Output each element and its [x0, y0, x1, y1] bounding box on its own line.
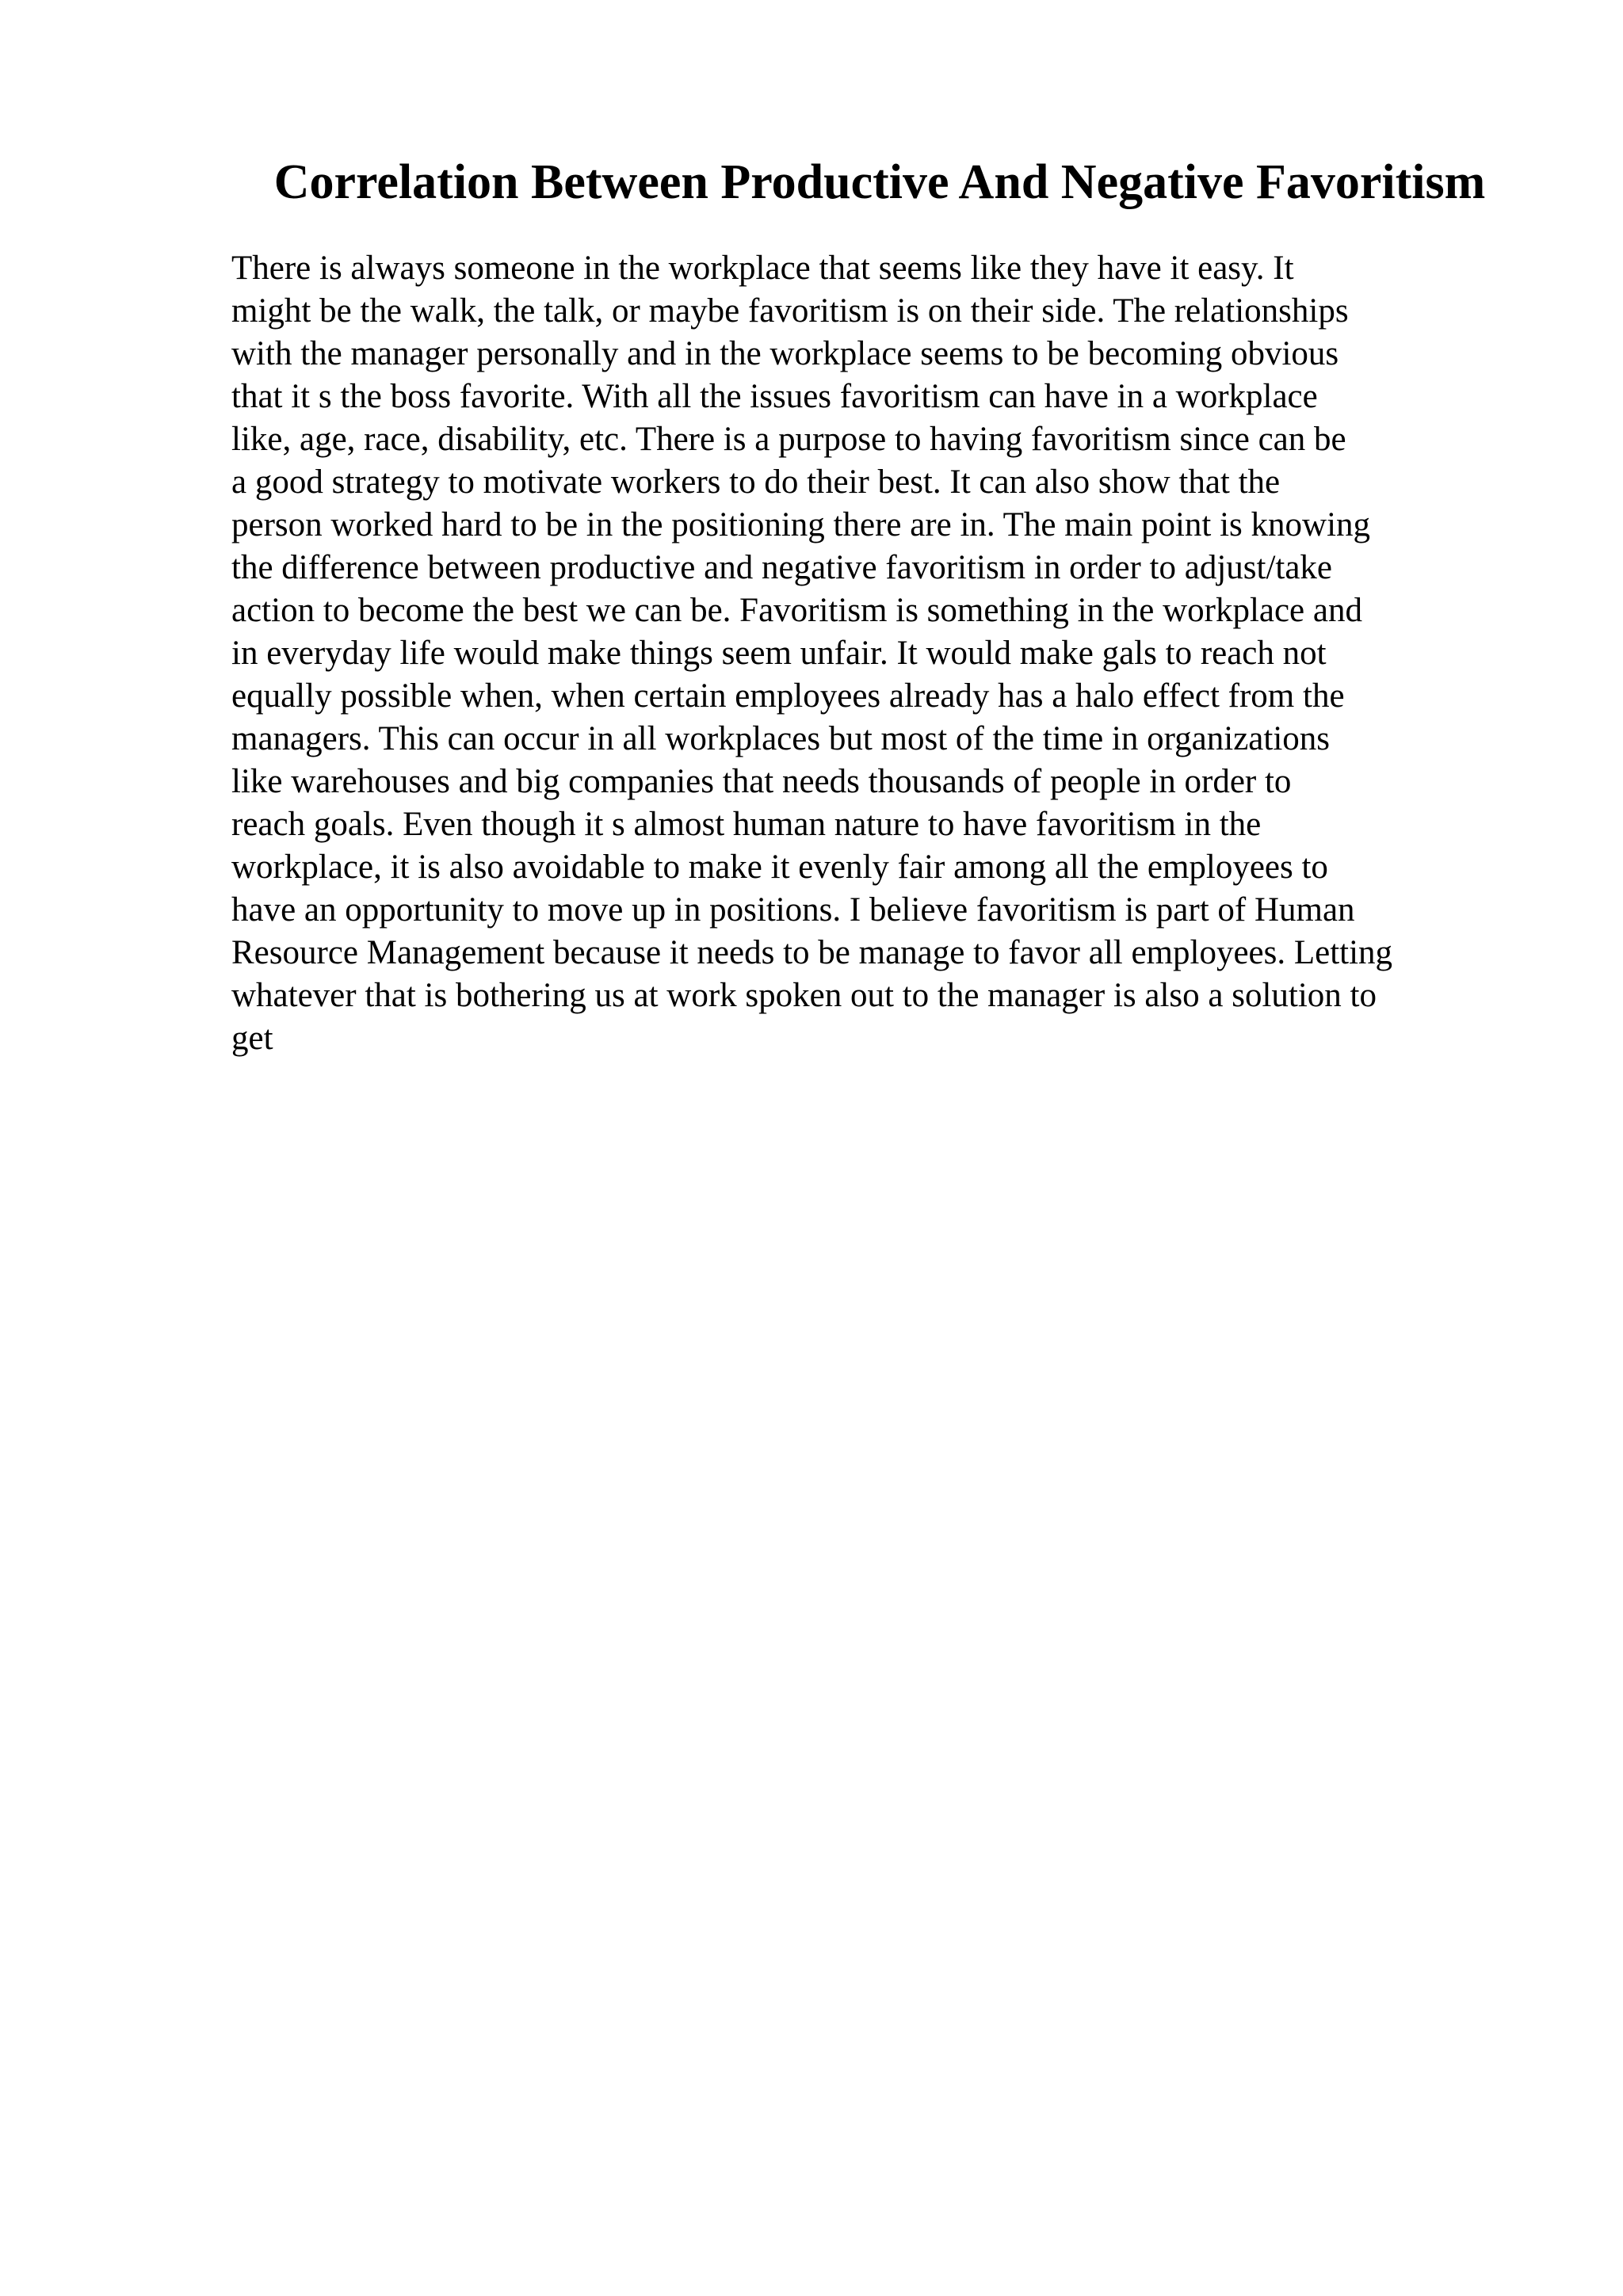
body-line: the difference between productive and negative favoritism in order to adjust/take	[231, 549, 1333, 586]
body-line: reach goals. Even though it s almost human nature to have favoritism in the	[231, 806, 1262, 843]
body-line: that it s the boss favorite. With all the issues favoritism can have in a workplace	[231, 378, 1318, 415]
body-line: Resource Management because it needs to be manage to favor all employees. Letting	[231, 934, 1393, 971]
body-line: There is always someone in the workplace that seems like they have it easy. It	[231, 250, 1294, 287]
document-title: Correlation Between Productive And Negative Favoritism	[273, 155, 1486, 209]
body-line: equally possible when, when certain employees already has a halo effect from the	[231, 677, 1345, 715]
body-line: in everyday life would make things seem unfair. It would make gals to reach not	[231, 635, 1327, 672]
body-line: might be the walk, the talk, or maybe favoritism is on their side. The relationships	[231, 292, 1349, 330]
document-body	[231, 247, 1531, 1060]
body-line: like warehouses and big companies that needs thousands of people in order to	[231, 763, 1292, 800]
body-line: like, age, race, disability, etc. There is a purpose to having favoritism since can be	[231, 421, 1346, 458]
body-line: a good strategy to motivate workers to do their best. It can also show that the	[231, 463, 1281, 501]
body-line: have an opportunity to move up in positions. I believe favoritism is part of Human	[231, 891, 1355, 929]
body-line: get	[231, 1020, 273, 1057]
body-line: managers. This can occur in all workplaces but most of the time in organizations	[231, 720, 1330, 757]
body-line: workplace, it is also avoidable to make it evenly fair among all the employees to	[231, 849, 1328, 886]
body-line: action to become the best we can be. Favoritism is something in the workplace and	[231, 592, 1362, 629]
body-line: whatever that is bothering us at work spoken out to the manager is also a solution to	[231, 977, 1377, 1014]
body-line: with the manager personally and in the workplace seems to be becoming obvious	[231, 335, 1339, 372]
body-line: person worked hard to be in the positioning there are in. The main point is knowing	[231, 506, 1371, 543]
